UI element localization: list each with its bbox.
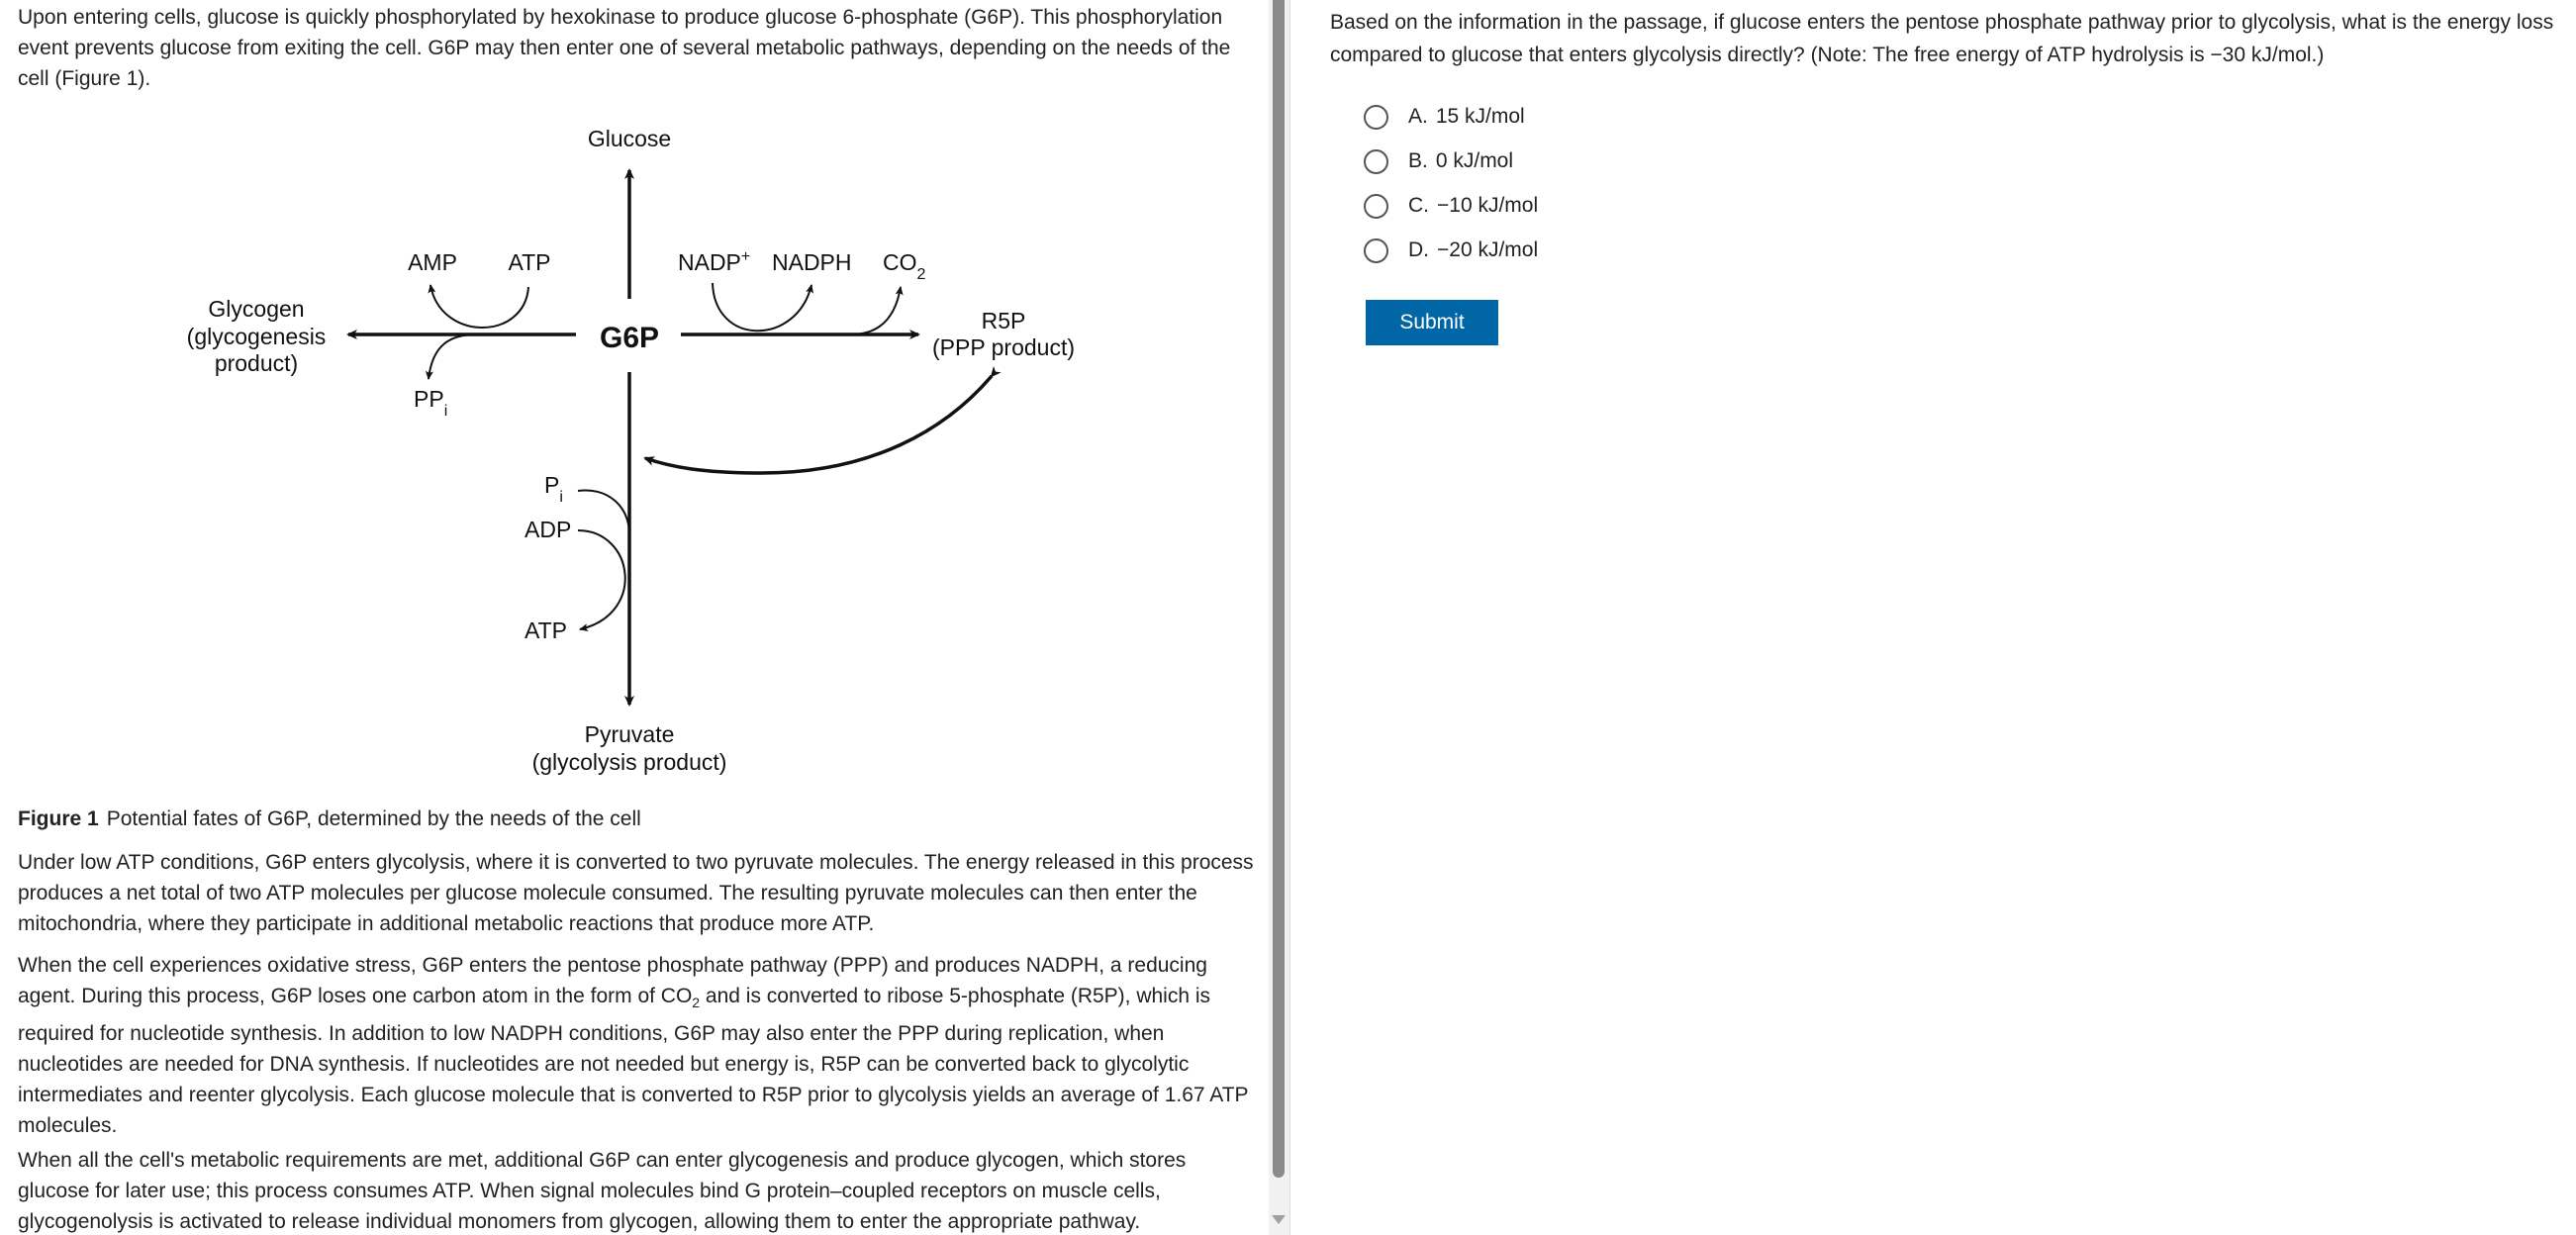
- label-amp: AMP: [408, 249, 457, 275]
- option-c-letter: C.: [1408, 194, 1429, 217]
- pi-adp-to-atp-curve-2: [578, 530, 625, 629]
- option-b-text: 0 kJ/mol: [1435, 149, 1514, 172]
- radio-c[interactable]: [1364, 194, 1388, 219]
- label-r5p-2: (PPP product): [931, 334, 1076, 360]
- passage-glycolysis: Under low ATP conditions, G6P enters glycolysis, where it is converted to two pyruvate molecules. The energy released in this process produces a net total of two ATP molecules per glucose molecule consumed. The resulting pyruvate molecules can then enter the mitochondria, where they participate in additional metabolic reactions that produce more ATP.: [18, 851, 1254, 935]
- label-glycogen: Glycogen: [208, 296, 305, 322]
- passage-intro: Upon entering cells, glucose is quickly phosphorylated by hexokinase to produce glucose 6-phosphate (G6P). This phosphorylation event prevents glucose from exiting the cell. G6P may then enter one of several metabolic pathways, depending on the needs of the cell (Figure 1).: [18, 6, 1231, 90]
- figure-caption: [18, 804, 1255, 834]
- label-atp-left: ATP: [508, 249, 551, 275]
- option-a-letter: A.: [1408, 105, 1428, 128]
- radio-b[interactable]: [1364, 149, 1388, 174]
- atp-to-amp-curve: [430, 285, 528, 328]
- label-pyruvate-2: (glycolysis product): [531, 749, 727, 775]
- radio-a[interactable]: [1364, 105, 1388, 130]
- r5p-to-glycolysis-arrow: [645, 376, 992, 473]
- scrollbar-thumb[interactable]: [1273, 0, 1285, 1178]
- passage-panel: [0, 0, 1269, 1235]
- question-line-2: compared to glucose that enters glycolysis directly? (Note: The free energy of ATP hydrolysis is −30 kJ/mol.): [1330, 44, 2325, 66]
- label-nadp: NADP+: [678, 248, 751, 275]
- option-b[interactable]: [1364, 146, 1513, 176]
- label-pyruvate: Pyruvate: [584, 721, 675, 747]
- panel-divider: [1289, 0, 1290, 1235]
- label-glucose: Glucose: [587, 126, 672, 151]
- label-r5p: R5P: [981, 308, 1026, 333]
- nadp-to-nadph-curve: [713, 283, 811, 331]
- passage-scrollbar[interactable]: [1269, 0, 1289, 1235]
- label-g6p: G6P: [599, 322, 660, 354]
- passage-ppp: When the cell experiences oxidative stress, G6P enters the pentose phosphate pathway (PPP) and produces NADPH, a reducing agent. During this process, G6P loses one carbon atom in the form of $CO_2$ and is converted to ribose 5-phosphate (R5P), which is required for nucleotide synthesis. In addition to low NADPH conditions, G6P may also enter the PPP during replication, when nucleotides are needed for DNA synthesis. If nucleotides are not needed but energy is, R5P can be converted back to glycolytic intermediates and reenter glycolysis. Each glucose molecule that is converted to R5P prior to glycolysis yields an average of 1.67 ATP molecules.: [18, 954, 1249, 1138]
- co2-curve: [851, 287, 901, 334]
- label-glycogen-2: (glycogenesis: [186, 324, 327, 349]
- option-d[interactable]: [1364, 236, 1538, 265]
- option-b-letter: B.: [1408, 149, 1428, 172]
- option-a[interactable]: [1364, 102, 1525, 132]
- option-a-text: 15 kJ/mol: [1435, 105, 1525, 128]
- option-c-text: −10 kJ/mol: [1437, 194, 1539, 217]
- label-glycogen-3: product): [214, 350, 299, 376]
- label-pi: $P_i$: [544, 472, 563, 506]
- passage-glycogen: When all the cell's metabolic requirements are met, additional G6P can enter glycogenesis and produce glycogen, which stores glucose for later use; this process consumes ATP. When signal molecules bind G protein–coupled receptors on muscle cells, glycogenolysis is activated to release individual monomers from glycogen, allowing them to enter the appropriate pathway.: [18, 1149, 1187, 1233]
- option-c[interactable]: [1364, 191, 1538, 221]
- label-ppi: $PP_i$: [414, 386, 448, 420]
- caption-text: Potential fates of G6P, determined by the needs of the cell: [106, 808, 641, 830]
- caption-label: Figure 1: [18, 808, 99, 830]
- ppi-curve: [429, 334, 477, 379]
- label-adp: ADP: [525, 517, 572, 542]
- submit-button[interactable]: Submit: [1366, 300, 1498, 345]
- radio-d[interactable]: [1364, 238, 1388, 263]
- question-stem: [1330, 6, 2567, 71]
- figure-1-diagram: [0, 99, 1269, 792]
- option-d-letter: D.: [1408, 238, 1429, 261]
- scroll-down-arrow-icon[interactable]: [1272, 1215, 1286, 1224]
- option-d-text: −20 kJ/mol: [1437, 238, 1539, 261]
- question-line-1: Based on the information in the passage, if glucose enters the pentose phosphate pathway prior to glycolysis, what is the energy loss: [1330, 11, 2554, 34]
- label-atp-bottom: ATP: [525, 618, 568, 643]
- pi-adp-to-atp-curve-1: [578, 490, 629, 534]
- label-co2: $CO_2$: [883, 249, 926, 283]
- label-nadph: NADPH: [772, 249, 852, 275]
